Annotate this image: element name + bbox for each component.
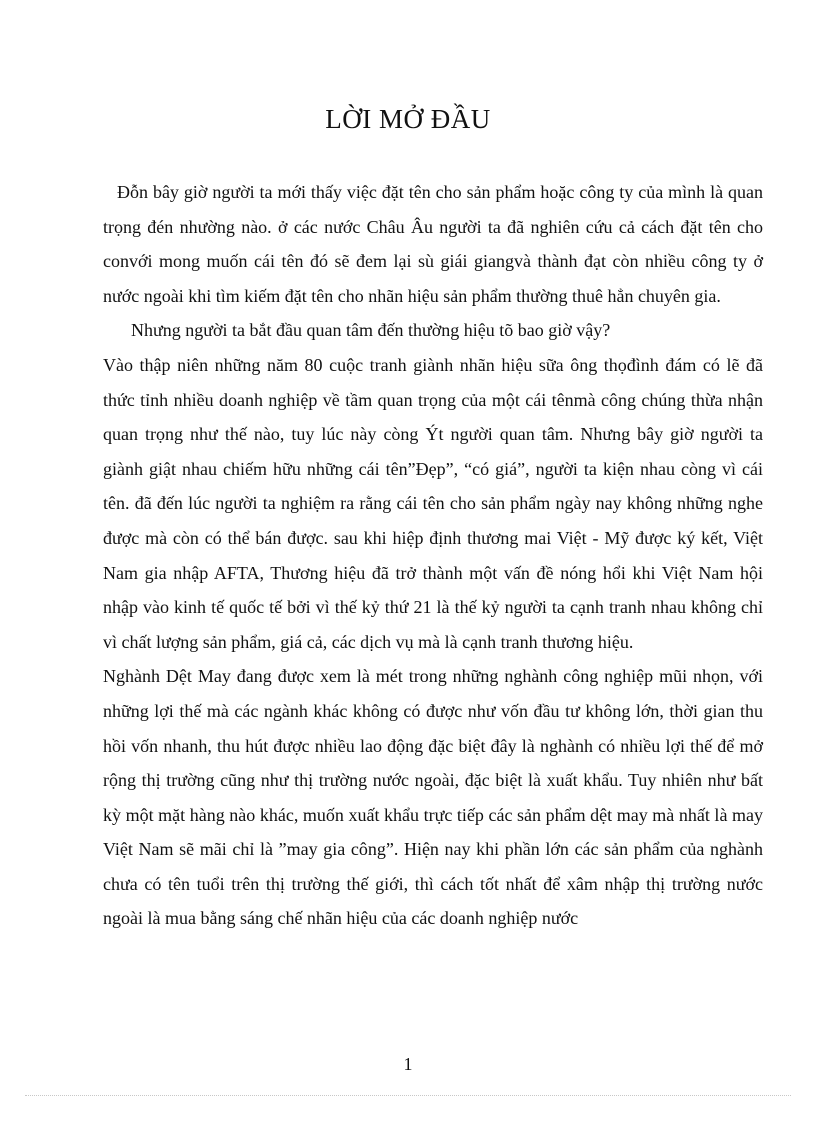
document-body [103,175,763,936]
footer-divider [25,1095,791,1096]
page-number: 1 [403,1054,413,1074]
page-title: LỜI MỞ ĐẦU [325,104,491,134]
paragraph-2: Nhưng người ta bắt đầu quan tâm đến thường hiệu tõ bao giờ vậy? [131,320,611,341]
paragraph-4: Nghành Dệt May đang được xem là mét trong những nghành công nghiệp mũi nhọn, với những lợi thế mà các ngành khác không có được như vốn đầu tư không lớn, thời gian thu hồi vốn nhanh, thu hút được nhiều lao động đặc biệt đây là nghành có nhiều lợi thế để mở rộng thị trường cũng như thị trường nước ngoài, đặc biệt là xuất khẩu. Tuy nhiên như bất kỳ một mặt hàng nào khác, muốn xuất khẩu trực tiếp các sản phẩm dệt may mà nhất là may Việt Nam sẽ mãi chỉ là ”may gia công”. Hiện nay khi phần lớn các sản phẩm của nghành chưa có tên tuổi trên thị trường thế giới, thì cách tốt nhất để xâm nhập thị trường nước ngoài là mua bằng sáng chế nhãn hiệu của các doanh nghiệp nước [103,666,763,929]
paragraph-3: Vào thập niên những năm 80 cuộc tranh giành nhãn hiệu sữa ông thọđình đám có lẽ đã thức tỉnh nhiều doanh nghiệp về tầm quan trọng của một cái tênmà công chúng thừa nhận quan trọng như thế nào, tuy lúc này còng Ýt người quan tâm. Nhưng bây giờ người ta giành giật nhau chiếm hữu những cái tên”Đẹp”, “có giá”, người ta kiện nhau còng vì cái tên. đã đến lúc người ta nghiệm ra rằng cái tên cho sản phẩm ngày nay không những nghe được mà còn có thể bán được. sau khi hiệp định thương mai Việt - Mỹ được ký kết, Việt Nam gia nhập AFTA, Thương hiệu đã trở thành một vấn đề nóng hổi khi Việt Nam hội nhập vào kinh tế quốc tế bởi vì thế kỷ thứ 21 là thế kỷ người ta cạnh tranh nhau không chỉ vì chất lượng sản phẩm, giá cả, các dịch vụ mà là cạnh tranh thương hiệu. [103,354,763,652]
paragraph-1: Đỗn bây giờ người ta mới thấy việc đặt tên cho sản phẩm hoặc công ty của mình là quan trọng đén nhường nào. ở các nước Châu Âu người ta đã nghiên cứu cả cách đặt tên cho convới mong muốn cái tên đó sẽ đem lại sù giái giangvà thành đạt còn nhiều công ty ở nước ngoài khi tìm kiếm đặt tên cho nhãn hiệu sản phẩm thường thuê hẳn chuyên gia. [103,182,763,306]
